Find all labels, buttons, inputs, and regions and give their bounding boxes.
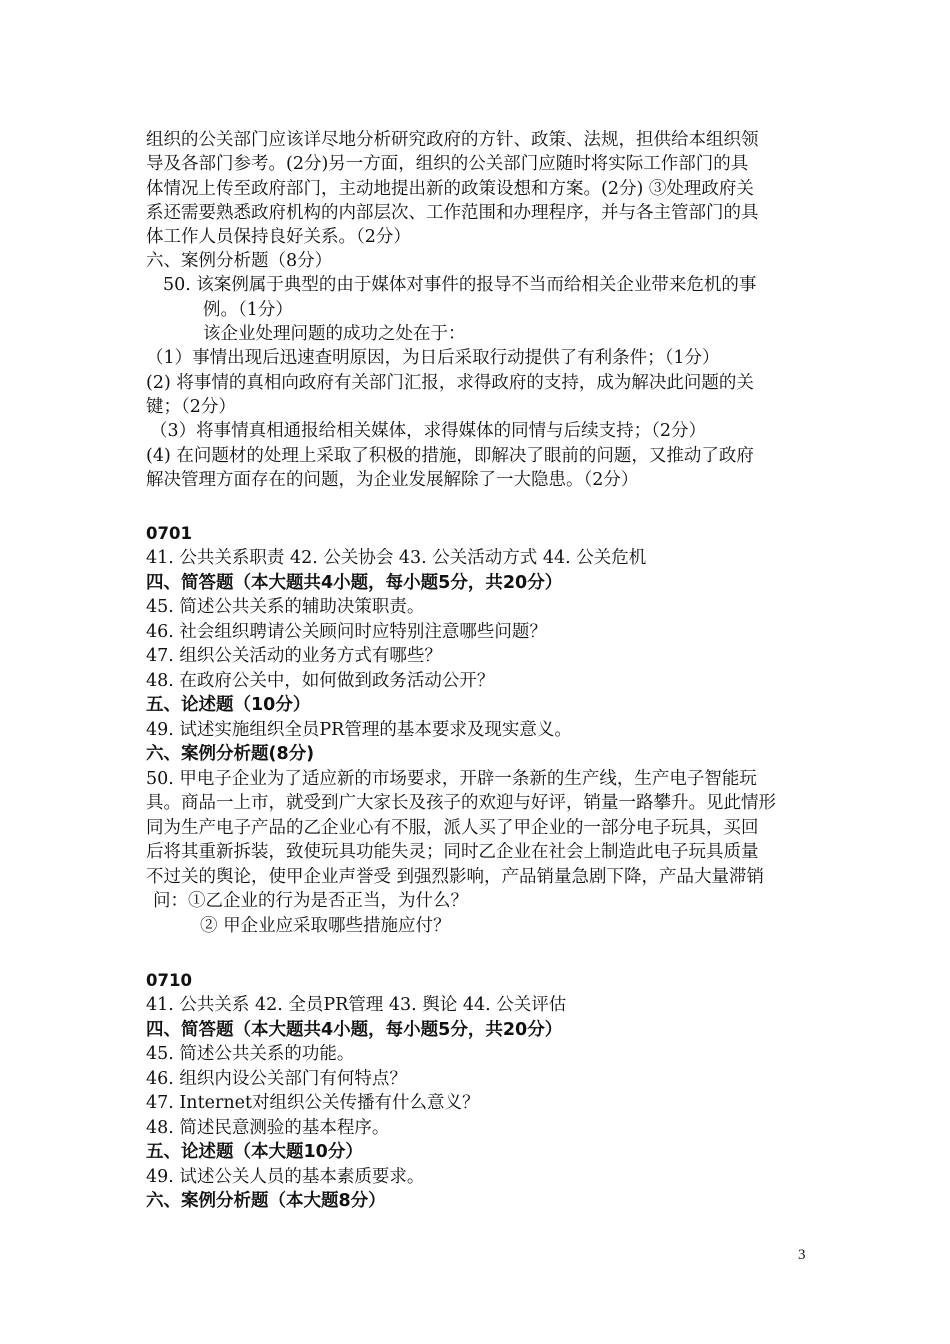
page-number: 3 — [798, 1247, 806, 1263]
text-line: 体情况上传至政府部门，主动地提出新的政策设想和方案。(2分) ③处理政府关 — [146, 179, 754, 199]
text-line: 系还需要熟悉政府机构的内部层次、工作范围和办理程序，并与各主管部门的具 — [146, 203, 759, 223]
section-heading: 六、案例分析题(8分) — [146, 744, 315, 764]
section-heading: 四、简答题（本大题共4小题，每小题5分，共20分） — [146, 573, 563, 593]
question: 48. 简述民意测验的基本程序。 — [146, 1118, 390, 1138]
case-text: 具。商品一上市，就受到广大家长及孩子的欢迎与好评，销量一路攀升。见此情形 — [146, 793, 776, 813]
question: 47. 组织公关活动的业务方式有哪些？ — [146, 646, 442, 666]
section-heading: 六、案例分析题（8分） — [146, 251, 333, 271]
section-heading: 五、论述题（本大题10分） — [146, 1142, 363, 1162]
question: 45. 简述公共关系的辅助决策职责。 — [146, 597, 425, 617]
exam-code: 0701 — [146, 524, 192, 543]
case-text: 不过关的舆论，使甲企业声誉受 到强烈影响，产品销量急剧下降，产品大量滞销 — [146, 867, 765, 887]
answer-line: 例。（1分） — [203, 300, 293, 320]
answer-line: （1）事情出现后迅速查明原因，为日后采取行动提供了有利条件；（1分） — [146, 348, 720, 368]
question: 49. 试述公关人员的基本素质要求。 — [146, 1167, 425, 1187]
question: 46. 组织内设公关部门有何特点？ — [146, 1069, 407, 1089]
section-heading: 六、案例分析题（本大题8分） — [146, 1191, 386, 1211]
case-text: 后将其重新拆装，致使玩具功能失灵；同时乙企业在社会上制造此电子玩具质量 — [146, 842, 759, 862]
answer-line: 解决管理方面存在的问题，为企业发展解除了一大隐患。（2分） — [146, 470, 639, 490]
case-text: 50. 甲电子企业为了适应新的市场要求，开辟一条新的生产线，生产电子智能玩 — [146, 769, 757, 789]
text-line: 体工作人员保持良好关系。（2分） — [146, 227, 411, 247]
terms-line: 41. 公共关系职责 42. 公关协会 43. 公关活动方式 44. 公关危机 — [146, 548, 647, 568]
question: 49. 试述实施组织全员PR管理的基本要求及现实意义。 — [146, 720, 572, 740]
question: 45. 简述公共关系的功能。 — [146, 1044, 355, 1064]
case-question: 问：①乙企业的行为是否正当，为什么？ — [153, 891, 468, 911]
exam-code: 0710 — [146, 971, 192, 990]
case-question: ② 甲企业应采取哪些措施应付？ — [200, 916, 451, 936]
text-line: 导及各部门参考。(2分)另一方面，组织的公关部门应随时将实际工作部门的具 — [146, 154, 749, 174]
answer-line: （3）将事情真相通报给相关媒体，求得媒体的同情与后续支持；（2分） — [150, 421, 707, 441]
answer-line: 该企业处理问题的成功之处在于： — [203, 324, 466, 344]
question: 47. Internet对组织公关传播有什么意义？ — [146, 1093, 480, 1113]
answer-line: 50. 该案例属于典型的由于媒体对事件的报导不当而给相关企业带来危机的事 — [163, 275, 757, 295]
text-line: 组织的公关部门应该详尽地分析研究政府的方针、政策、法规，担供给本组织领 — [146, 130, 759, 150]
question: 48. 在政府公关中，如何做到政务活动公开？ — [146, 671, 495, 691]
terms-line: 41. 公共关系 42. 全员PR管理 43. 舆论 44. 公关评估 — [146, 995, 567, 1015]
section-heading: 四、简答题（本大题共4小题，每小题5分，共20分） — [146, 1020, 563, 1040]
section-heading: 五、论述题（10分） — [146, 695, 311, 715]
case-text: 同为生产电子产品的乙企业心有不服，派人买了甲企业的一部分电子玩具，买回 — [146, 818, 759, 838]
question: 46. 社会组织聘请公关顾问时应特别注意哪些问题？ — [146, 622, 547, 642]
answer-line: (4) 在问题材的处理上采取了积极的措施，即解决了眼前的问题，又推动了政府 — [146, 446, 754, 466]
answer-line: (2) 将事情的真相向政府有关部门汇报，求得政府的支持，成为解决此问题的关 — [146, 373, 754, 393]
answer-line: 键；（2分） — [146, 397, 236, 417]
